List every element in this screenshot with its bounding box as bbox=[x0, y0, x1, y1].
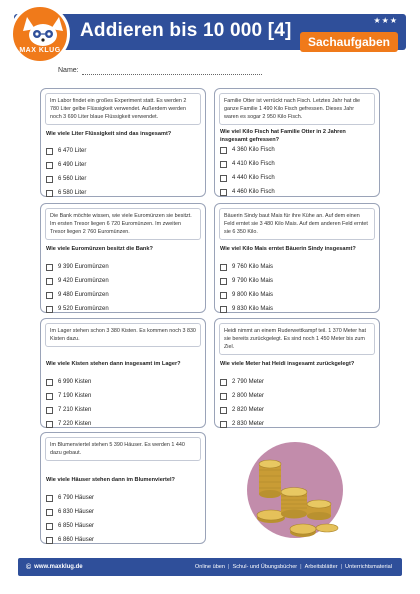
answer-label: 9 830 Kilo Mais bbox=[232, 306, 274, 312]
answer-label: 2 790 Meter bbox=[232, 379, 265, 385]
logo-text: MAX KLUG bbox=[19, 47, 61, 54]
task-question: Wie viele Häuser stehen dann im Blumenviertel? bbox=[46, 477, 175, 483]
answer-label: 4 410 Kilo Fisch bbox=[232, 161, 275, 167]
answer-checkbox[interactable] bbox=[46, 393, 53, 400]
answer-option[interactable] bbox=[46, 417, 201, 431]
task-story: Im Lager stehen schon 3 380 Kisten. Es kommen noch 3 830 Kisten dazu. bbox=[45, 323, 201, 347]
answer-checkbox[interactable] bbox=[46, 264, 53, 271]
answer-option[interactable] bbox=[220, 185, 375, 199]
task-card bbox=[214, 203, 380, 313]
footer-separator: | bbox=[300, 564, 302, 570]
answer-checkbox[interactable] bbox=[220, 161, 227, 168]
answer-option[interactable] bbox=[46, 288, 201, 302]
task-card bbox=[214, 88, 380, 197]
footer-link-online[interactable]: Online üben bbox=[194, 564, 226, 570]
answer-label: 9 520 Euromünzen bbox=[58, 306, 109, 312]
answer-checkbox[interactable] bbox=[46, 190, 53, 197]
answer-checkbox[interactable] bbox=[46, 306, 53, 313]
answer-option[interactable] bbox=[220, 157, 375, 171]
answer-checkbox[interactable] bbox=[220, 407, 227, 414]
answer-label: 4 460 Kilo Fisch bbox=[232, 189, 275, 195]
answer-option[interactable] bbox=[46, 403, 201, 417]
answer-checkbox[interactable] bbox=[46, 523, 53, 530]
fox-icon bbox=[13, 7, 70, 64]
answer-checkbox[interactable] bbox=[46, 509, 53, 516]
task-story: Familie Otter ist verrückt nach Fisch. Letztes Jahr hat die ganze Familie 1 490 Kilo Fisch gefressen. Dieses Jahr waren es sogar 2 950 Kilo Fisch. bbox=[219, 93, 375, 125]
answer-label: 9 760 Kilo Mais bbox=[232, 264, 274, 270]
footer-bar bbox=[18, 558, 402, 576]
answer-option[interactable] bbox=[220, 375, 375, 389]
answer-options bbox=[46, 375, 201, 431]
answer-option[interactable] bbox=[46, 533, 201, 547]
answer-option[interactable] bbox=[220, 171, 375, 185]
answer-label: 7 210 Kisten bbox=[58, 407, 92, 413]
answer-label: 6 580 Liter bbox=[58, 190, 87, 196]
answer-checkbox[interactable] bbox=[46, 176, 53, 183]
answer-option[interactable] bbox=[46, 302, 201, 316]
coins-illustration bbox=[241, 438, 353, 548]
answer-checkbox[interactable] bbox=[46, 495, 53, 502]
footer-separator: | bbox=[228, 564, 230, 570]
answer-option[interactable] bbox=[220, 260, 375, 274]
answer-checkbox[interactable] bbox=[220, 393, 227, 400]
answer-label: 7 190 Kisten bbox=[58, 393, 92, 399]
answer-option[interactable] bbox=[46, 505, 201, 519]
answer-options bbox=[220, 143, 375, 199]
task-question: Wie viele Kisten stehen dann insgesamt im Lager? bbox=[46, 361, 181, 367]
answer-label: 6 990 Kisten bbox=[58, 379, 92, 385]
answer-checkbox[interactable] bbox=[46, 421, 53, 428]
answer-option[interactable] bbox=[220, 302, 375, 316]
name-label: Name: bbox=[58, 67, 79, 74]
answer-label: 9 790 Kilo Mais bbox=[232, 278, 274, 284]
answer-label: 6 790 Häuser bbox=[58, 495, 95, 501]
answer-option[interactable] bbox=[46, 519, 201, 533]
task-question: Wie viele Meter hat Heidi insgesamt zurückgelegt? bbox=[220, 361, 355, 367]
answer-option[interactable] bbox=[46, 144, 201, 158]
answer-options bbox=[220, 375, 375, 431]
task-story: Im Blumenviertel stehen 5 390 Häuser. Es werden 1 440 dazu gebaut. bbox=[45, 437, 201, 461]
answer-label: 6 470 Liter bbox=[58, 148, 87, 154]
max-klug-logo bbox=[10, 4, 70, 64]
answer-label: 4 440 Kilo Fisch bbox=[232, 175, 275, 181]
answer-label: 2 820 Meter bbox=[232, 407, 265, 413]
answer-options bbox=[46, 144, 201, 200]
answer-checkbox[interactable] bbox=[46, 162, 53, 169]
answer-option[interactable] bbox=[220, 274, 375, 288]
answer-options bbox=[220, 260, 375, 316]
answer-checkbox[interactable] bbox=[220, 147, 227, 154]
answer-checkbox[interactable] bbox=[220, 421, 227, 428]
answer-label: 2 830 Meter bbox=[232, 421, 265, 427]
answer-checkbox[interactable] bbox=[46, 407, 53, 414]
task-story: Heidi nimmt an einem Ruderwettkampf teil. 1 370 Meter hat sie bereits zurückgelegt. Es sind noch 1 450 Meter bis zum Ziel. bbox=[219, 323, 375, 355]
answer-checkbox[interactable] bbox=[220, 306, 227, 313]
answer-label: 6 830 Häuser bbox=[58, 509, 95, 515]
answer-option[interactable] bbox=[46, 158, 201, 172]
answer-checkbox[interactable] bbox=[220, 379, 227, 386]
answer-checkbox[interactable] bbox=[220, 189, 227, 196]
answer-option[interactable] bbox=[220, 403, 375, 417]
answer-option[interactable] bbox=[46, 172, 201, 186]
task-story: Im Labor findet ein großes Experiment statt. Es werden 2 780 Liter gelbe Flüssigkeit verwendet. Außerdem werden noch 3 690 Liter blaue Flüssigkeit verwendet. bbox=[45, 93, 201, 125]
task-card bbox=[40, 203, 206, 313]
answer-checkbox[interactable] bbox=[46, 379, 53, 386]
answer-option[interactable] bbox=[46, 375, 201, 389]
answer-label: 9 800 Kilo Mais bbox=[232, 292, 274, 298]
page-title: Addieren bis 10 000 [4] bbox=[80, 20, 292, 41]
task-question: Wie viel Kilo Mais erntet Bäuerin Sindy insgesamt? bbox=[220, 246, 356, 252]
task-card bbox=[214, 318, 380, 428]
answer-checkbox[interactable] bbox=[46, 148, 53, 155]
answer-option[interactable] bbox=[220, 143, 375, 157]
task-question: Wie viele Euromünzen besitzt die Bank? bbox=[46, 246, 153, 252]
answer-label: 6 490 Liter bbox=[58, 162, 87, 168]
task-question: Wie viel Kilo Fisch hat Familie Otter in 2 Jahren insgesamt gefressen? bbox=[220, 129, 346, 143]
copyright-icon: © bbox=[26, 563, 32, 571]
answer-label: 2 800 Meter bbox=[232, 393, 265, 399]
answer-option[interactable] bbox=[46, 260, 201, 274]
answer-label: 9 390 Euromünzen bbox=[58, 264, 109, 270]
footer-brand[interactable] bbox=[26, 564, 83, 571]
answer-label: 6 850 Häuser bbox=[58, 523, 95, 529]
answer-label: 6 560 Liter bbox=[58, 176, 87, 182]
category-badge: Sachaufgaben bbox=[300, 32, 398, 52]
answer-checkbox[interactable] bbox=[220, 278, 227, 285]
answer-option[interactable] bbox=[46, 491, 201, 505]
footer-separator: | bbox=[340, 564, 343, 570]
footer-link-material[interactable]: Unterrichtsmaterial bbox=[345, 564, 392, 570]
answer-option[interactable] bbox=[220, 417, 375, 431]
answer-checkbox[interactable] bbox=[46, 537, 53, 544]
task-story: Bäuerin Sindy baut Mais für ihre Kühe an. Auf dem einen Feld erntet sie 3 480 Kilo Mais. Auf dem anderen Feld erntet sie 6 350 Kilo. bbox=[219, 208, 375, 240]
answer-option[interactable] bbox=[220, 288, 375, 302]
task-story: Die Bank möchte wissen, wie viele Euromünzen sie besitzt. Im ersten Tresor liegen 6 720 Euromünzen. Im zweiten Tresor liegen 2 760 Euromünzen. bbox=[45, 208, 201, 240]
answer-option[interactable] bbox=[46, 186, 201, 200]
answer-label: 7 220 Kisten bbox=[58, 421, 92, 427]
answer-checkbox[interactable] bbox=[46, 278, 53, 285]
answer-label: 9 480 Euromünzen bbox=[58, 292, 109, 298]
answer-option[interactable] bbox=[220, 389, 375, 403]
answer-checkbox[interactable] bbox=[220, 175, 227, 182]
answer-checkbox[interactable] bbox=[46, 292, 53, 299]
difficulty-stars: ★★★ bbox=[373, 16, 398, 25]
answer-options bbox=[46, 260, 201, 316]
footer-site-link[interactable]: www.maxklug.de bbox=[34, 564, 83, 570]
answer-option[interactable] bbox=[46, 274, 201, 288]
answer-label: 6 860 Häuser bbox=[58, 537, 95, 543]
answer-checkbox[interactable] bbox=[220, 292, 227, 299]
task-question: Wie viele Liter Flüssigkeit sind das insgesamt? bbox=[46, 131, 172, 137]
name-input-line[interactable] bbox=[82, 74, 262, 75]
answer-checkbox[interactable] bbox=[220, 264, 227, 271]
footer-links bbox=[195, 564, 392, 570]
task-card bbox=[40, 88, 206, 197]
answer-options bbox=[46, 491, 201, 547]
answer-option[interactable] bbox=[46, 389, 201, 403]
answer-label: 9 420 Euromünzen bbox=[58, 278, 109, 284]
footer-link-books[interactable]: Schul- und Übungsbücher bbox=[232, 564, 298, 570]
task-card bbox=[40, 318, 206, 428]
footer-link-worksheets[interactable]: Arbeitsblätter bbox=[304, 564, 338, 570]
answer-label: 4 360 Kilo Fisch bbox=[232, 147, 275, 153]
task-card bbox=[40, 432, 206, 544]
